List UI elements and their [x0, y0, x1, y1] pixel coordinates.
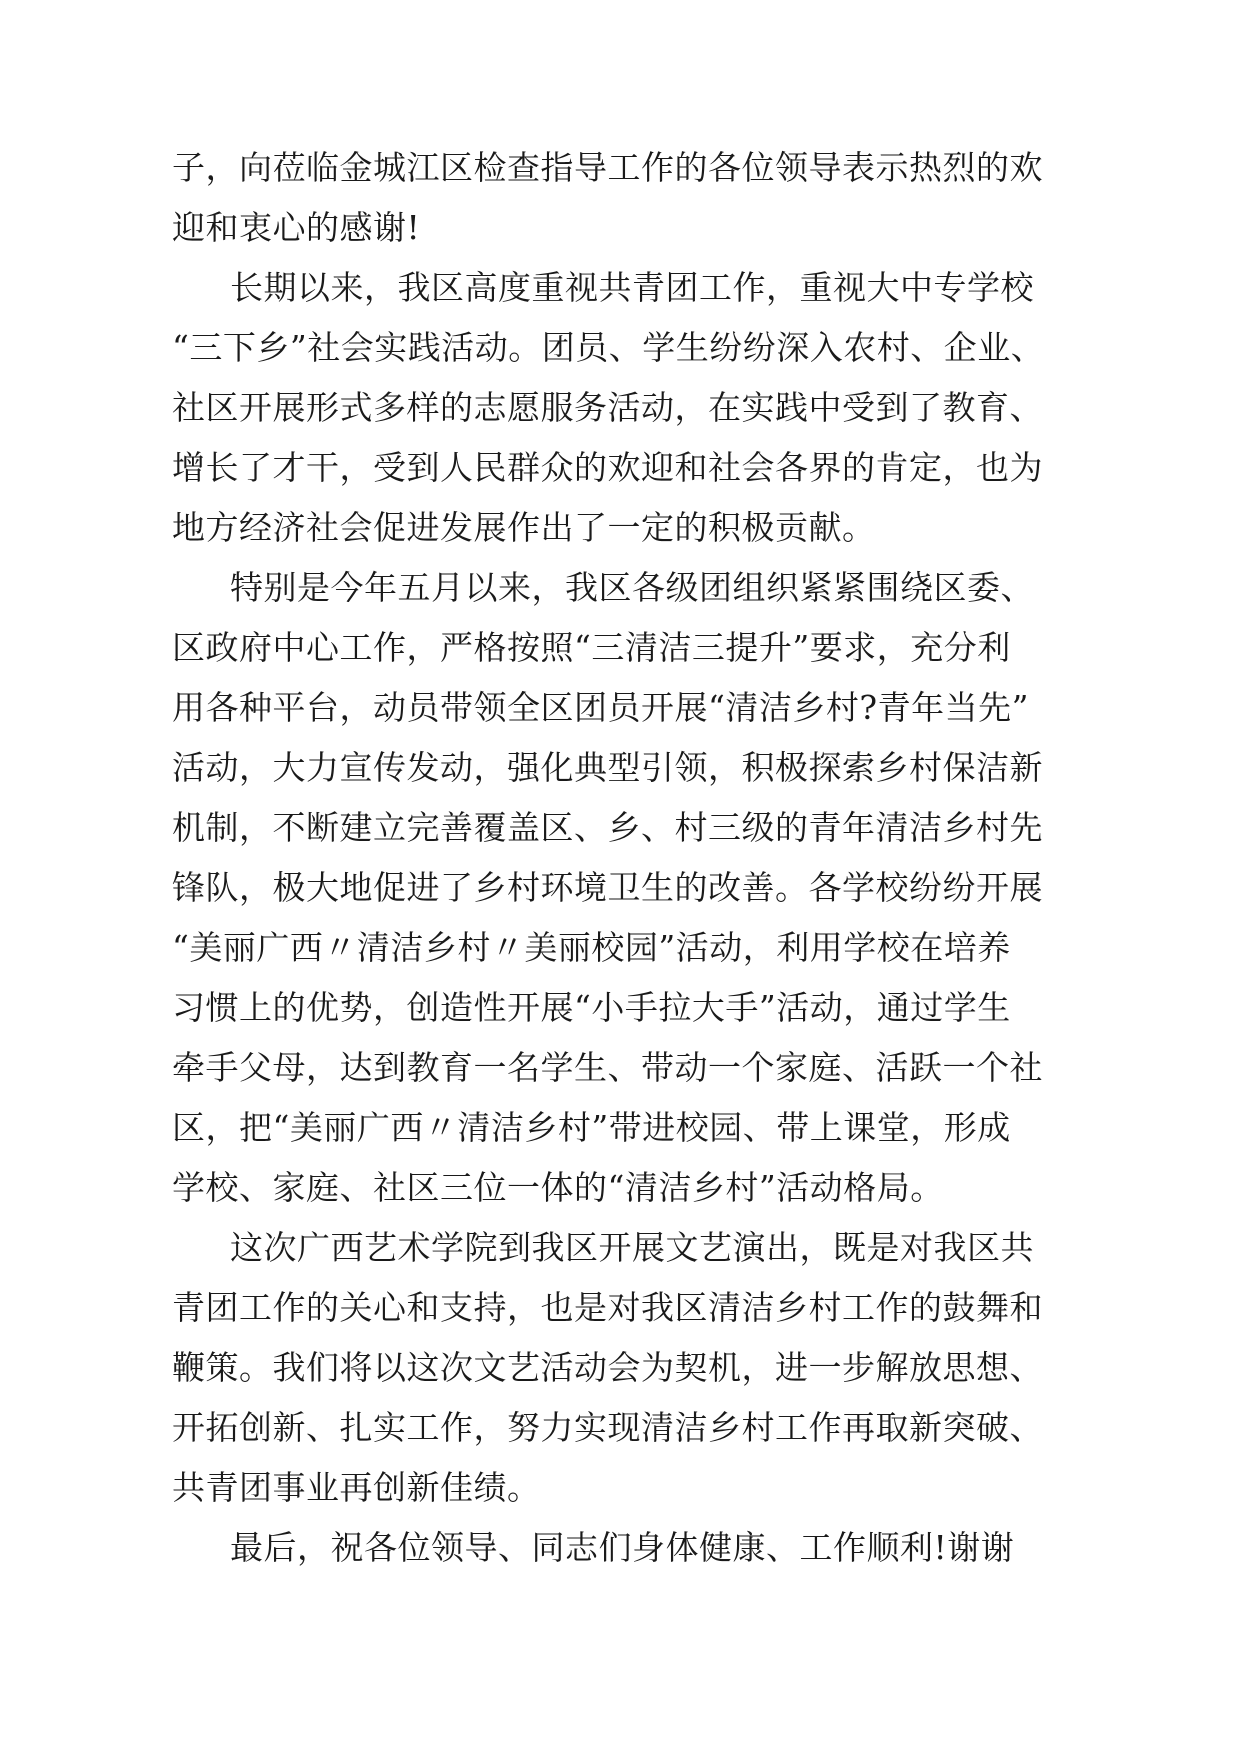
text-line: “美丽广西〃清洁乡村〃美丽校园”活动，利用学校在培养: [172, 928, 1011, 967]
document-body: [172, 138, 1072, 1578]
paragraph-first-line: 长期以来，我区高度重视共青团工作，重视大中专学校: [230, 268, 1034, 307]
paragraph-first-line: 特别是今年五月以来，我区各级团组织紧紧围绕区委、: [230, 568, 1034, 607]
text-line: 机制，不断建立完善覆盖区、乡、村三级的青年清洁乡村先: [172, 808, 1043, 847]
text-line: 地方经济社会促进发展作出了一定的积极贡献。: [172, 508, 876, 547]
text-line: 青团工作的关心和支持，也是对我区清洁乡村工作的鼓舞和: [172, 1288, 1043, 1327]
text-line: 增长了才干，受到人民群众的欢迎和社会各界的肯定，也为: [172, 448, 1043, 487]
text-line: 区政府中心工作，严格按照“三清洁三提升”要求，充分利: [172, 628, 1011, 667]
text-line: 共青团事业再创新佳绩。: [172, 1468, 541, 1507]
paragraph-first-line: 这次广西艺术学院到我区开展文艺演出，既是对我区共: [230, 1228, 1034, 1267]
text-line: 锋队，极大地促进了乡村环境卫生的改善。各学校纷纷开展: [172, 868, 1043, 907]
text-line: 学校、家庭、社区三位一体的“清洁乡村”活动格局。: [172, 1168, 944, 1207]
text-line: 子，向莅临金城江区检查指导工作的各位领导表示热烈的欢: [172, 148, 1043, 187]
text-line: 社区开展形式多样的志愿服务活动，在实践中受到了教育、: [172, 388, 1043, 427]
text-line: 牵手父母，达到教育一名学生、带动一个家庭、活跃一个社: [172, 1048, 1043, 1087]
text-line: 迎和衷心的感谢!: [172, 208, 421, 247]
text-line: 开拓创新、扎实工作，努力实现清洁乡村工作再取新突破、: [172, 1408, 1043, 1447]
text-line: 鞭策。我们将以这次文艺活动会为契机，进一步解放思想、: [172, 1348, 1043, 1387]
text-line: 习惯上的优势，创造性开展“小手拉大手”活动，通过学生: [172, 988, 1011, 1027]
text-line: 用各种平台，动员带领全区团员开展“清洁乡村?青年当先”: [172, 688, 1029, 727]
paragraph-first-line: 最后，祝各位领导、同志们身体健康、工作顺利!谢谢: [230, 1528, 1015, 1567]
text-line: 区，把“美丽广西〃清洁乡村”带进校园、带上课堂，形成: [172, 1108, 1011, 1147]
text-line: 活动，大力宣传发动，强化典型引领，积极探索乡村保洁新: [172, 748, 1043, 787]
text-line: “三下乡”社会实践活动。团员、学生纷纷深入农村、企业、: [172, 328, 1045, 367]
